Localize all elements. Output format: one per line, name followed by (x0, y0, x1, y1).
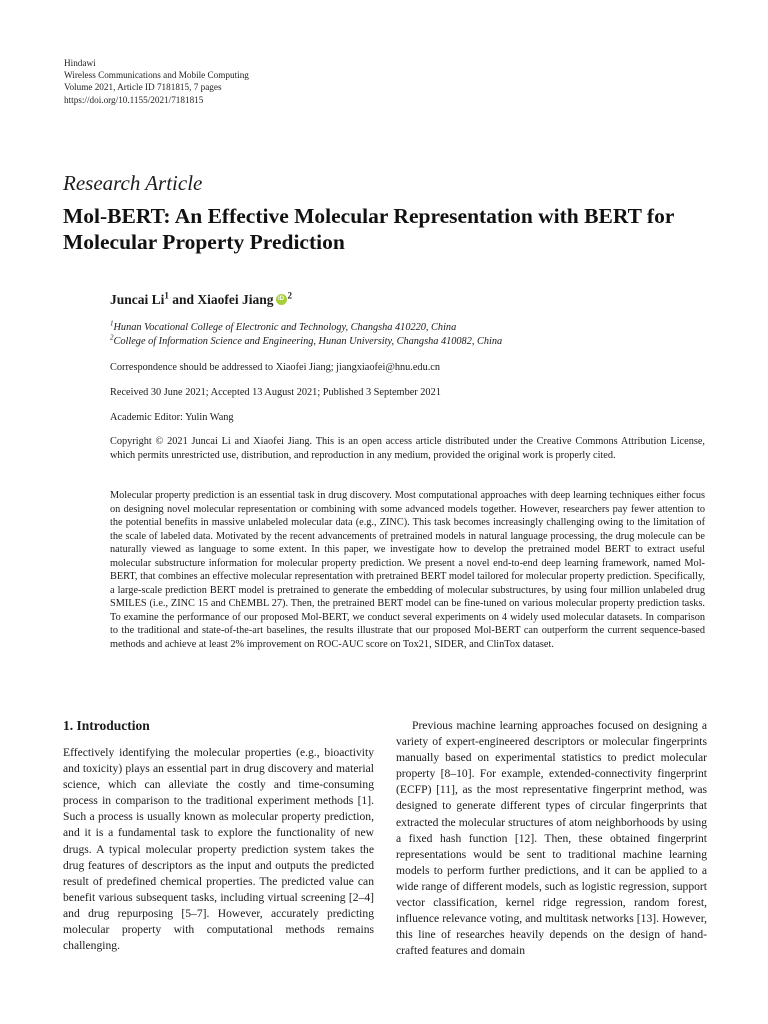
author-list (110, 292, 292, 308)
publisher-name: Hindawi (64, 58, 96, 68)
journal-header (64, 57, 249, 106)
body-column-left (63, 718, 374, 954)
journal-name: Wireless Communications and Mobile Computing (64, 70, 249, 81)
body-paragraph: Previous machine learning approaches focused on designing a variety of expert-engineered descriptors or molecular fingerprints manually based on experimental statistics to predict molecular property [8–10]. For example, extended-connectivity fingerprint (ECFP) [11], as the most representative fingerprint method, was designed to generate different types of circular fingerprints that extracted the molecular structures of atom neighborhoods by using a fixed hash function [12]. Then, these obtained fingerprint representations would be sent to traditional machine learning models to perform further predictions, and it can be applied to a wide range of different models, such as logistic regression, support vector classification, kernel ridge regression, random forest, influence relevance voting, and multitask networks [13]. However, this line of researches heavily depends on the design of hand-crafted features and domain (396, 719, 707, 958)
doi-link[interactable]: https://doi.org/10.1155/2021/7181815 (64, 94, 204, 105)
affiliation-text: College of Information Science and Engineering, Hunan University, Changsha 410082, China (113, 336, 503, 347)
author-conjunction: and (172, 292, 195, 307)
affiliations (110, 321, 502, 349)
academic-editor: Academic Editor: Yulin Wang (110, 412, 234, 423)
orcid-icon[interactable]: iD (276, 294, 287, 305)
affiliation (110, 321, 502, 335)
affiliation-marker: 2 (110, 333, 114, 342)
affiliation (110, 335, 502, 349)
affiliation-text: Hunan Vocational College of Electronic and Technology, Changsha 410220, China (113, 322, 457, 333)
section-heading: 1. Introduction (63, 718, 150, 733)
correspondence: Correspondence should be addressed to Xiaofei Jiang; jiangxiaofei@hnu.edu.cn (110, 362, 441, 373)
article-title: Mol-BERT: An Effective Molecular Representation with BERT for Molecular Property Prediction (63, 204, 674, 254)
affiliation-marker: 1 (110, 319, 114, 328)
body-paragraph: Effectively identifying the molecular properties (e.g., bioactivity and toxicity) plays an essential part in drug discovery and material science, which can alleviate the costly and time-consuming process in comparison to the traditional experiment methods [1]. Such a process is usually known as molecular property prediction, and it is a fundamental task to explore the functionality of new drugs. A typical molecular property prediction system takes the drug features of descriptors as the input and outputs the predicted result of predefined chemical properties. The predicted value can benefit various subsequent tasks, including virtual screening [2–4] and drug repurposing [5–7]. However, accurately predicting molecular property with computational methods remains challenging. (63, 746, 374, 953)
journal-volume: Volume 2021, Article ID 7181815, 7 pages (64, 82, 222, 93)
abstract: Molecular property prediction is an essential task in drug discovery. Most computational approaches with deep learning techniques either focus on designing novel molecular representation or combining with some advanced models together. However, researchers pay fewer attention to the potential benefits in massive unlabeled molecular data (e.g., ZINC). This task becomes increasingly challenging owing to the limitation of the scale of labeled data. Motivated by the recent advancements of pretrained models in natural language processing, the drug molecule can be naturally viewed as language to some extent. In this paper, we investigate how to develop the pretrained model BERT to extract useful molecular substructure information for molecular property prediction. We present a novel end-to-end deep learning framework, named Mol-BERT, that combines an effective molecular representation with pretrained BERT model tailored for molecular property prediction. Specifically, a large-scale prediction BERT model is pretrained to generate the embedding of molecular substructures, by using four million unlabeled drug SMILES (i.e., ZINC 15 and ChEMBL 27). Then, the pretrained BERT model can be fine-tuned on various molecular property prediction tasks. To examine the performance of our proposed Mol-BERT, we conduct several experiments on 4 widely used molecular datasets. In comparison to the traditional and state-of-the-art baselines, the results illustrate that our proposed Mol-BERT can outperform the current sequence-based methods and achieve at least 2% improvement on ROC-AUC score on Tox21, SIDER, and ClinTox dataset. (110, 490, 705, 651)
author-name: Juncai Li (110, 292, 165, 307)
affiliation-marker: 2 (287, 290, 293, 301)
article-type: Research Article (63, 171, 203, 195)
article-dates: Received 30 June 2021; Accepted 13 August 2021; Published 3 September 2021 (110, 387, 441, 398)
body-column-right (396, 718, 707, 959)
author-name: Xiaofei Jiang (197, 292, 274, 307)
affiliation-marker: 1 (164, 290, 169, 301)
copyright-notice: Copyright © 2021 Juncai Li and Xiaofei Jiang. This is an open access article distributed under the Creative Commons Attribution License, which permits unrestricted use, distribution, and reproduction in any medium, provided the original work is properly cited. (110, 436, 705, 461)
